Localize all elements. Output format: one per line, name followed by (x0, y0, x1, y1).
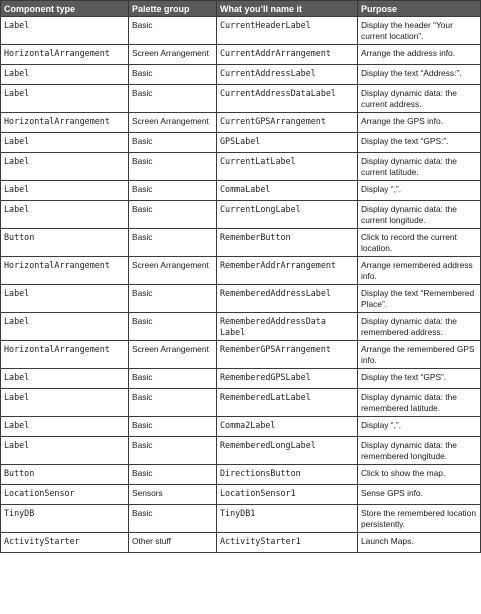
cell-name: RememberedAddressLabel (217, 285, 358, 313)
cell-name: RememberButton (217, 229, 358, 257)
cell-component-type: Label (1, 389, 129, 417)
table-row (1, 153, 481, 181)
cell-purpose: Display dynamic data: the current latitude. (358, 153, 481, 181)
cell-name: TinyDB1 (217, 505, 358, 533)
cell-palette-group: Basic (129, 285, 217, 313)
cell-purpose: Sense GPS info. (358, 485, 481, 505)
cell-purpose: Display “,”. (358, 417, 481, 437)
table-row (1, 45, 481, 65)
cell-component-type: Label (1, 133, 129, 153)
cell-palette-group: Screen Arrangement (129, 113, 217, 133)
cell-name: GPSLabel (217, 133, 358, 153)
table-row (1, 505, 481, 533)
table-row (1, 17, 481, 45)
cell-component-type: Label (1, 437, 129, 465)
cell-name: CurrentLatLabel (217, 153, 358, 181)
table-row (1, 113, 481, 133)
cell-purpose: Display dynamic data: the current longitude. (358, 201, 481, 229)
cell-name: RememberAddrArrangement (217, 257, 358, 285)
cell-purpose: Arrange the remembered GPS info. (358, 341, 481, 369)
table-row (1, 285, 481, 313)
header-row (1, 1, 481, 17)
table-row (1, 533, 481, 553)
cell-palette-group: Screen Arrangement (129, 257, 217, 285)
cell-name: DirectionsButton (217, 465, 358, 485)
table-row (1, 201, 481, 229)
cell-name: CurrentAddressDataLabel (217, 85, 358, 113)
cell-palette-group: Basic (129, 65, 217, 85)
cell-component-type: Label (1, 65, 129, 85)
cell-palette-group: Basic (129, 437, 217, 465)
cell-name: RememberedGPSLabel (217, 369, 358, 389)
table-row (1, 85, 481, 113)
cell-component-type: TinyDB (1, 505, 129, 533)
table-row (1, 229, 481, 257)
cell-palette-group: Other stuff (129, 533, 217, 553)
table-row (1, 417, 481, 437)
cell-name: CurrentLongLabel (217, 201, 358, 229)
cell-palette-group: Screen Arrangement (129, 45, 217, 65)
cell-name: LocationSensor1 (217, 485, 358, 505)
table-row (1, 369, 481, 389)
cell-component-type: Button (1, 465, 129, 485)
cell-component-type: Label (1, 313, 129, 341)
cell-component-type: Label (1, 285, 129, 313)
cell-name: CurrentAddressLabel (217, 65, 358, 85)
cell-component-type: Label (1, 153, 129, 181)
cell-name: CurrentAddrArrangement (217, 45, 358, 65)
table-row (1, 437, 481, 465)
cell-palette-group: Basic (129, 17, 217, 45)
table-row (1, 465, 481, 485)
cell-component-type: Label (1, 181, 129, 201)
cell-palette-group: Basic (129, 133, 217, 153)
cell-purpose: Display the header “Your current location”. (358, 17, 481, 45)
cell-name: CurrentGPSArrangement (217, 113, 358, 133)
cell-purpose: Click to show the map. (358, 465, 481, 485)
cell-name: CommaLabel (217, 181, 358, 201)
cell-component-type: ActivityStarter (1, 533, 129, 553)
cell-component-type: HorizontalArrangement (1, 257, 129, 285)
cell-component-type: HorizontalArrangement (1, 341, 129, 369)
cell-purpose: Display dynamic data: the current address. (358, 85, 481, 113)
cell-name: Comma2Label (217, 417, 358, 437)
cell-component-type: Button (1, 229, 129, 257)
cell-purpose: Arrange remembered address info. (358, 257, 481, 285)
cell-name: RememberedAddressData Label (217, 313, 358, 341)
cell-name: ActivityStarter1 (217, 533, 358, 553)
cell-palette-group: Basic (129, 229, 217, 257)
cell-palette-group: Basic (129, 153, 217, 181)
table-row (1, 181, 481, 201)
header-palette-group: Palette group (129, 1, 217, 17)
cell-purpose: Store the remembered location persistently. (358, 505, 481, 533)
cell-purpose: Display dynamic data: the remembered longitude. (358, 437, 481, 465)
table-row (1, 313, 481, 341)
cell-component-type: Label (1, 85, 129, 113)
cell-palette-group: Basic (129, 85, 217, 113)
header-name: What you’ll name it (217, 1, 358, 17)
cell-purpose: Display the text “Address:”. (358, 65, 481, 85)
cell-component-type: Label (1, 17, 129, 45)
cell-purpose: Display the text “GPS”. (358, 369, 481, 389)
cell-palette-group: Basic (129, 505, 217, 533)
cell-purpose: Launch Maps. (358, 533, 481, 553)
cell-purpose: Display “,”. (358, 181, 481, 201)
cell-component-type: Label (1, 201, 129, 229)
cell-purpose: Click to record the current location. (358, 229, 481, 257)
header-component-type: Component type (1, 1, 129, 17)
cell-palette-group: Basic (129, 313, 217, 341)
cell-purpose: Display dynamic data: the remembered latitude. (358, 389, 481, 417)
cell-palette-group: Basic (129, 369, 217, 389)
table-row (1, 341, 481, 369)
table-row (1, 485, 481, 505)
cell-purpose: Display the text “GPS:”. (358, 133, 481, 153)
cell-palette-group: Basic (129, 201, 217, 229)
cell-purpose: Arrange the address info. (358, 45, 481, 65)
header-purpose: Purpose (358, 1, 481, 17)
table-body (1, 17, 481, 553)
cell-component-type: HorizontalArrangement (1, 45, 129, 65)
cell-palette-group: Screen Arrangement (129, 341, 217, 369)
cell-component-type: LocationSensor (1, 485, 129, 505)
cell-name: RememberedLatLabel (217, 389, 358, 417)
cell-palette-group: Basic (129, 465, 217, 485)
table-row (1, 65, 481, 85)
table-header (1, 1, 481, 17)
table-row (1, 389, 481, 417)
cell-component-type: HorizontalArrangement (1, 113, 129, 133)
cell-palette-group: Basic (129, 417, 217, 437)
table-row (1, 257, 481, 285)
cell-palette-group: Sensors (129, 485, 217, 505)
cell-name: CurrentHeaderLabel (217, 17, 358, 45)
cell-name: RememberedLongLabel (217, 437, 358, 465)
cell-purpose: Display dynamic data: the remembered address. (358, 313, 481, 341)
cell-component-type: Label (1, 417, 129, 437)
cell-component-type: Label (1, 369, 129, 389)
cell-purpose: Arrange the GPS info. (358, 113, 481, 133)
cell-palette-group: Basic (129, 389, 217, 417)
cell-palette-group: Basic (129, 181, 217, 201)
cell-purpose: Display the text “Remembered Place”. (358, 285, 481, 313)
table-row (1, 133, 481, 153)
cell-name: RememberGPSArrangement (217, 341, 358, 369)
